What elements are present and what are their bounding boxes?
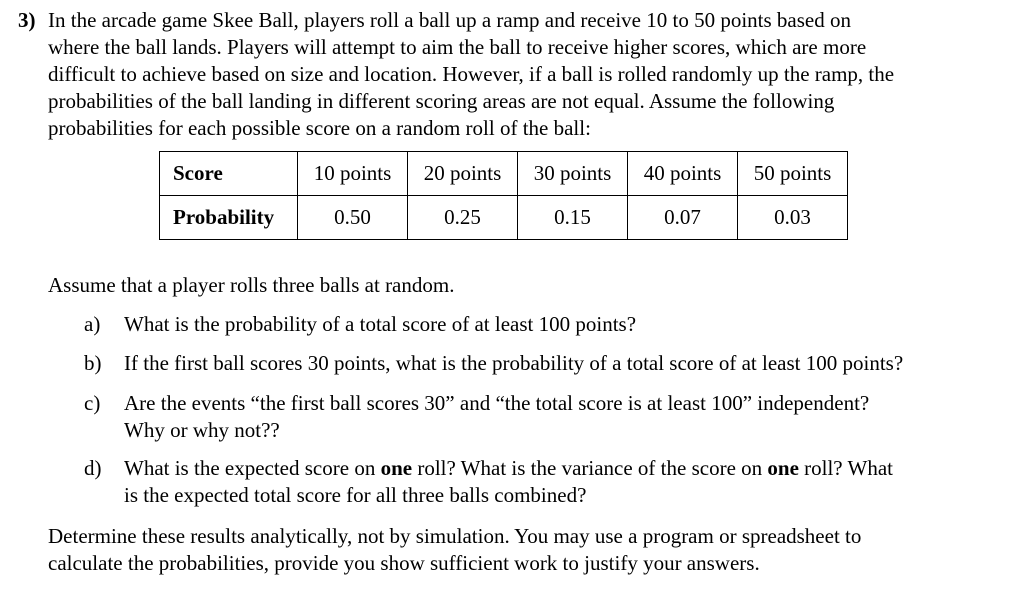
score-cell: 20 points bbox=[408, 152, 518, 196]
intro-line: where the ball lands. Players will attempt to aim the ball to receive higher scores, which are more bbox=[48, 35, 867, 59]
intro-line: probabilities for each possible score on a random roll of the ball: bbox=[48, 116, 591, 140]
probability-cell: 0.50 bbox=[298, 196, 408, 240]
part-text bbox=[124, 455, 893, 509]
probability-table bbox=[159, 151, 848, 240]
probability-cell: 0.15 bbox=[518, 196, 628, 240]
part-line: Are the events “the first ball scores 30” and “the total score is at least 100” independent? bbox=[124, 391, 870, 415]
intro-line: probabilities of the ball landing in different scoring areas are not equal. Assume the following bbox=[48, 89, 835, 113]
score-cell: 50 points bbox=[738, 152, 848, 196]
text-segment: roll? What bbox=[798, 456, 893, 480]
intro-line: difficult to achieve based on size and location. However, if a ball is rolled randomly up the ramp, the bbox=[48, 62, 895, 86]
part-text bbox=[124, 390, 869, 444]
text-segment: What is the expected score on bbox=[124, 456, 381, 480]
emphasis-one: one bbox=[767, 456, 799, 480]
part-line: is the expected total score for all three balls combined? bbox=[124, 483, 587, 507]
part-text bbox=[124, 350, 903, 377]
score-cell: 40 points bbox=[628, 152, 738, 196]
question-number: 3) bbox=[18, 8, 36, 32]
part-label: a) bbox=[84, 312, 101, 336]
probability-cell: 0.25 bbox=[408, 196, 518, 240]
score-cell: 30 points bbox=[518, 152, 628, 196]
question-intro bbox=[48, 7, 1008, 142]
probability-header: Probability bbox=[160, 196, 298, 240]
text-segment: roll? What is the variance of the score on bbox=[412, 456, 768, 480]
emphasis-one: one bbox=[380, 456, 413, 480]
score-header: Score bbox=[160, 152, 298, 196]
score-row bbox=[160, 152, 848, 196]
part-line bbox=[124, 455, 893, 482]
closing-line: calculate the probabilities, provide you show sufficient work to justify your answers. bbox=[48, 551, 760, 575]
part-line: If the first ball scores 30 points, what is the probability of a total score of at least 100 points? bbox=[124, 351, 904, 375]
probability-cell: 0.03 bbox=[738, 196, 848, 240]
closing-instructions bbox=[48, 523, 861, 577]
part-text bbox=[124, 311, 636, 338]
probability-cell: 0.07 bbox=[628, 196, 738, 240]
part-label: d) bbox=[84, 456, 102, 480]
probability-row bbox=[160, 196, 848, 240]
part-line: Why or why not?? bbox=[124, 418, 280, 442]
assumption-text: Assume that a player rolls three balls at random. bbox=[48, 273, 455, 297]
closing-line: Determine these results analytically, not by simulation. You may use a program or spreadsheet to bbox=[48, 524, 862, 548]
part-line: What is the probability of a total score of at least 100 points? bbox=[124, 312, 637, 336]
intro-line: In the arcade game Skee Ball, players roll a ball up a ramp and receive 10 to 50 points based on bbox=[48, 8, 851, 32]
part-label: c) bbox=[84, 391, 101, 415]
part-label: b) bbox=[84, 351, 102, 375]
score-cell: 10 points bbox=[298, 152, 408, 196]
